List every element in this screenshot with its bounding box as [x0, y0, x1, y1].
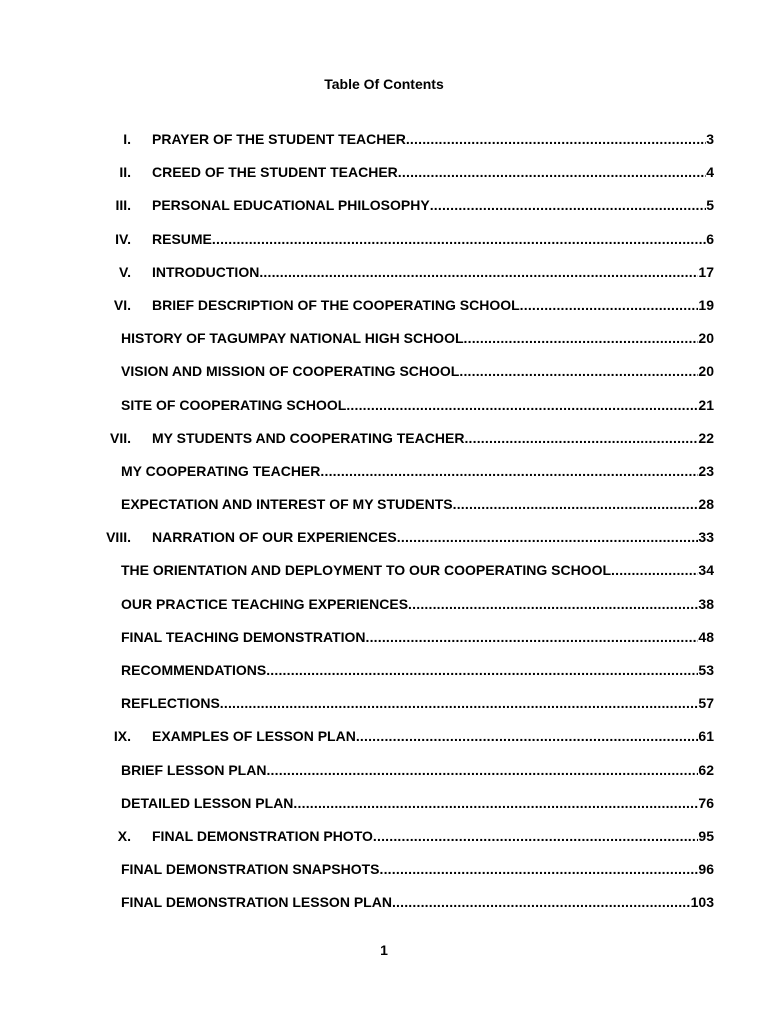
- toc-entry-page: 95: [698, 827, 714, 844]
- dot-leader: [346, 394, 698, 416]
- toc-entry-label: INTRODUCTION: [152, 263, 260, 280]
- toc-entry[interactable]: [0, 394, 768, 427]
- toc-entry-line: [121, 626, 714, 648]
- toc-entry-number: IV.: [115, 230, 131, 247]
- dot-leader: [464, 327, 699, 349]
- toc-entry-label: HISTORY OF TAGUMPAY NATIONAL HIGH SCHOOL: [121, 330, 464, 347]
- toc-entry-number: VI.: [113, 296, 131, 313]
- toc-entry-number: II.: [119, 164, 131, 181]
- toc-entry[interactable]: [0, 161, 768, 194]
- toc-entry[interactable]: [0, 327, 768, 360]
- dot-leader: [464, 427, 698, 449]
- toc-entry-label: VISION AND MISSION OF COOPERATING SCHOOL: [121, 363, 460, 380]
- toc-entry-number: X.: [117, 827, 131, 844]
- toc-entry-label: PRAYER OF THE STUDENT TEACHER: [152, 131, 406, 147]
- toc-entry-page: 22: [698, 429, 714, 446]
- dot-leader: [398, 161, 706, 183]
- toc-entry-line: [152, 526, 714, 548]
- toc-entry-page: 20: [698, 363, 714, 380]
- toc-entry-number: V.: [119, 263, 131, 280]
- dot-leader: [392, 891, 691, 913]
- dot-leader: [320, 460, 698, 482]
- toc-entry-label: FINAL DEMONSTRATION LESSON PLAN: [121, 894, 392, 911]
- toc-entry[interactable]: [0, 593, 768, 626]
- toc-entry-line: [121, 593, 714, 615]
- toc-entry-line: [121, 327, 714, 349]
- toc-entry-page: 6: [706, 230, 714, 247]
- toc-entry-line: [152, 228, 714, 250]
- dot-leader: [356, 725, 699, 747]
- dot-leader: [365, 626, 698, 648]
- dot-leader: [453, 493, 699, 515]
- toc-entry[interactable]: [0, 559, 768, 592]
- toc-entry-label: BRIEF DESCRIPTION OF THE COOPERATING SCHOOL: [152, 296, 520, 313]
- toc-entry-line: [152, 725, 714, 747]
- toc-entry-line: [121, 759, 714, 781]
- toc-entry-line: [121, 493, 714, 515]
- toc-entry-label: EXAMPLES OF LESSON PLAN: [152, 728, 356, 745]
- toc-entry-line: [121, 360, 714, 382]
- toc-entry-label: PERSONAL EDUCATIONAL PHILOSOPHY: [152, 197, 430, 214]
- toc-entry-line: [152, 194, 714, 216]
- dot-leader: [293, 792, 698, 814]
- toc-entry-page: 20: [698, 330, 714, 347]
- toc-entry-line: [121, 659, 714, 681]
- toc-entry-page: 76: [698, 794, 714, 811]
- dot-leader: [611, 559, 698, 581]
- toc-entry-page: 48: [698, 628, 714, 645]
- toc-entry-page: 62: [698, 761, 714, 778]
- toc-entry-line: [152, 427, 714, 449]
- toc-entry-page: 61: [698, 728, 714, 745]
- toc-entry-label: REFLECTIONS: [121, 695, 220, 712]
- toc-entry-number: I.: [123, 131, 131, 147]
- toc-entry-line: [121, 692, 714, 714]
- toc-entry-label: MY STUDENTS AND COOPERATING TEACHER: [152, 429, 465, 446]
- dot-leader: [406, 128, 706, 150]
- dot-leader: [373, 825, 699, 847]
- toc-entry-label: FINAL DEMONSTRATION SNAPSHOTS: [121, 861, 380, 878]
- toc-entry-label: EXPECTATION AND INTEREST OF MY STUDENTS: [121, 496, 453, 513]
- toc-entry-label: THE ORIENTATION AND DEPLOYMENT TO OUR COOPERATING SCHOOL: [121, 562, 612, 579]
- dot-leader: [397, 526, 699, 548]
- table-of-contents: [0, 128, 768, 925]
- toc-entry[interactable]: [0, 792, 768, 825]
- toc-entry[interactable]: [0, 228, 768, 261]
- toc-entry-page: 103: [690, 894, 714, 911]
- dot-leader: [220, 692, 699, 714]
- dot-leader: [459, 360, 698, 382]
- toc-entry[interactable]: [0, 460, 768, 493]
- toc-entry[interactable]: [0, 626, 768, 659]
- toc-entry-label: BRIEF LESSON PLAN: [121, 761, 267, 778]
- toc-entry-number: VIII.: [106, 529, 131, 546]
- toc-entry[interactable]: [0, 360, 768, 393]
- toc-entry[interactable]: [0, 692, 768, 725]
- toc-entry-page: 96: [698, 861, 714, 878]
- dot-leader: [430, 194, 707, 216]
- toc-entry-page: 4: [706, 164, 714, 181]
- toc-entry-page: 19: [698, 296, 714, 313]
- dot-leader: [408, 593, 698, 615]
- toc-entry[interactable]: [0, 194, 768, 227]
- dot-leader: [259, 261, 698, 283]
- dot-leader: [266, 759, 698, 781]
- toc-entry-label: NARRATION OF OUR EXPERIENCES: [152, 529, 397, 546]
- toc-entry[interactable]: [0, 659, 768, 692]
- toc-entry-label: CREED OF THE STUDENT TEACHER: [152, 164, 398, 181]
- toc-entry-page: 23: [698, 462, 714, 479]
- toc-entry[interactable]: [0, 858, 768, 891]
- toc-entry-line: [121, 792, 714, 814]
- toc-entry-label: FINAL TEACHING DEMONSTRATION: [121, 628, 366, 645]
- toc-entry-line: [121, 460, 714, 482]
- toc-entry[interactable]: [0, 128, 768, 161]
- toc-entry-line: [121, 559, 714, 581]
- toc-entry[interactable]: [0, 427, 768, 460]
- toc-entry-page: 28: [698, 496, 714, 513]
- toc-entry[interactable]: [0, 725, 768, 758]
- dot-leader: [212, 228, 706, 250]
- toc-entry-page: 38: [698, 595, 714, 612]
- toc-entry[interactable]: [0, 759, 768, 792]
- page-number: 1: [380, 942, 388, 958]
- toc-entry-line: [152, 161, 714, 183]
- toc-entry-page: 3: [706, 131, 714, 147]
- toc-entry[interactable]: [0, 493, 768, 526]
- toc-entry-label: OUR PRACTICE TEACHING EXPERIENCES: [121, 595, 409, 612]
- toc-entry-number: IX.: [113, 728, 131, 745]
- toc-entry[interactable]: [0, 526, 768, 559]
- toc-entry-page: 33: [698, 529, 714, 546]
- toc-entry[interactable]: [0, 261, 768, 294]
- toc-entry-line: [152, 294, 714, 316]
- page-title: Table Of Contents: [324, 76, 444, 92]
- toc-entry-line: [152, 261, 714, 283]
- toc-entry-page: 57: [698, 695, 714, 712]
- toc-entry-label: DETAILED LESSON PLAN: [121, 794, 294, 811]
- toc-entry-label: FINAL DEMONSTRATION PHOTO: [152, 827, 373, 844]
- toc-entry-page: 53: [698, 662, 714, 678]
- toc-entry-line: [121, 858, 714, 880]
- toc-entry-page: 17: [698, 263, 714, 280]
- toc-entry-number: VII.: [109, 429, 131, 446]
- dot-leader: [266, 659, 698, 681]
- toc-entry-number: III.: [115, 197, 131, 214]
- toc-entry-page: 34: [698, 562, 714, 579]
- toc-entry[interactable]: [0, 825, 768, 858]
- toc-entry-label: RECOMMENDATIONS: [121, 662, 267, 678]
- toc-entry-label: RESUME: [152, 230, 212, 247]
- toc-entry-line: [152, 825, 714, 847]
- toc-entry-line: [121, 891, 714, 913]
- toc-entry[interactable]: [0, 294, 768, 327]
- toc-entry-page: 21: [698, 396, 714, 413]
- toc-entry-line: [152, 128, 714, 150]
- dot-leader: [520, 294, 699, 316]
- toc-entry-line: [121, 394, 714, 416]
- toc-entry-label: MY COOPERATING TEACHER: [121, 462, 321, 479]
- toc-entry[interactable]: [0, 891, 768, 924]
- toc-entry-label: SITE OF COOPERATING SCHOOL: [121, 396, 347, 413]
- toc-entry-page: 5: [706, 197, 714, 214]
- dot-leader: [380, 858, 699, 880]
